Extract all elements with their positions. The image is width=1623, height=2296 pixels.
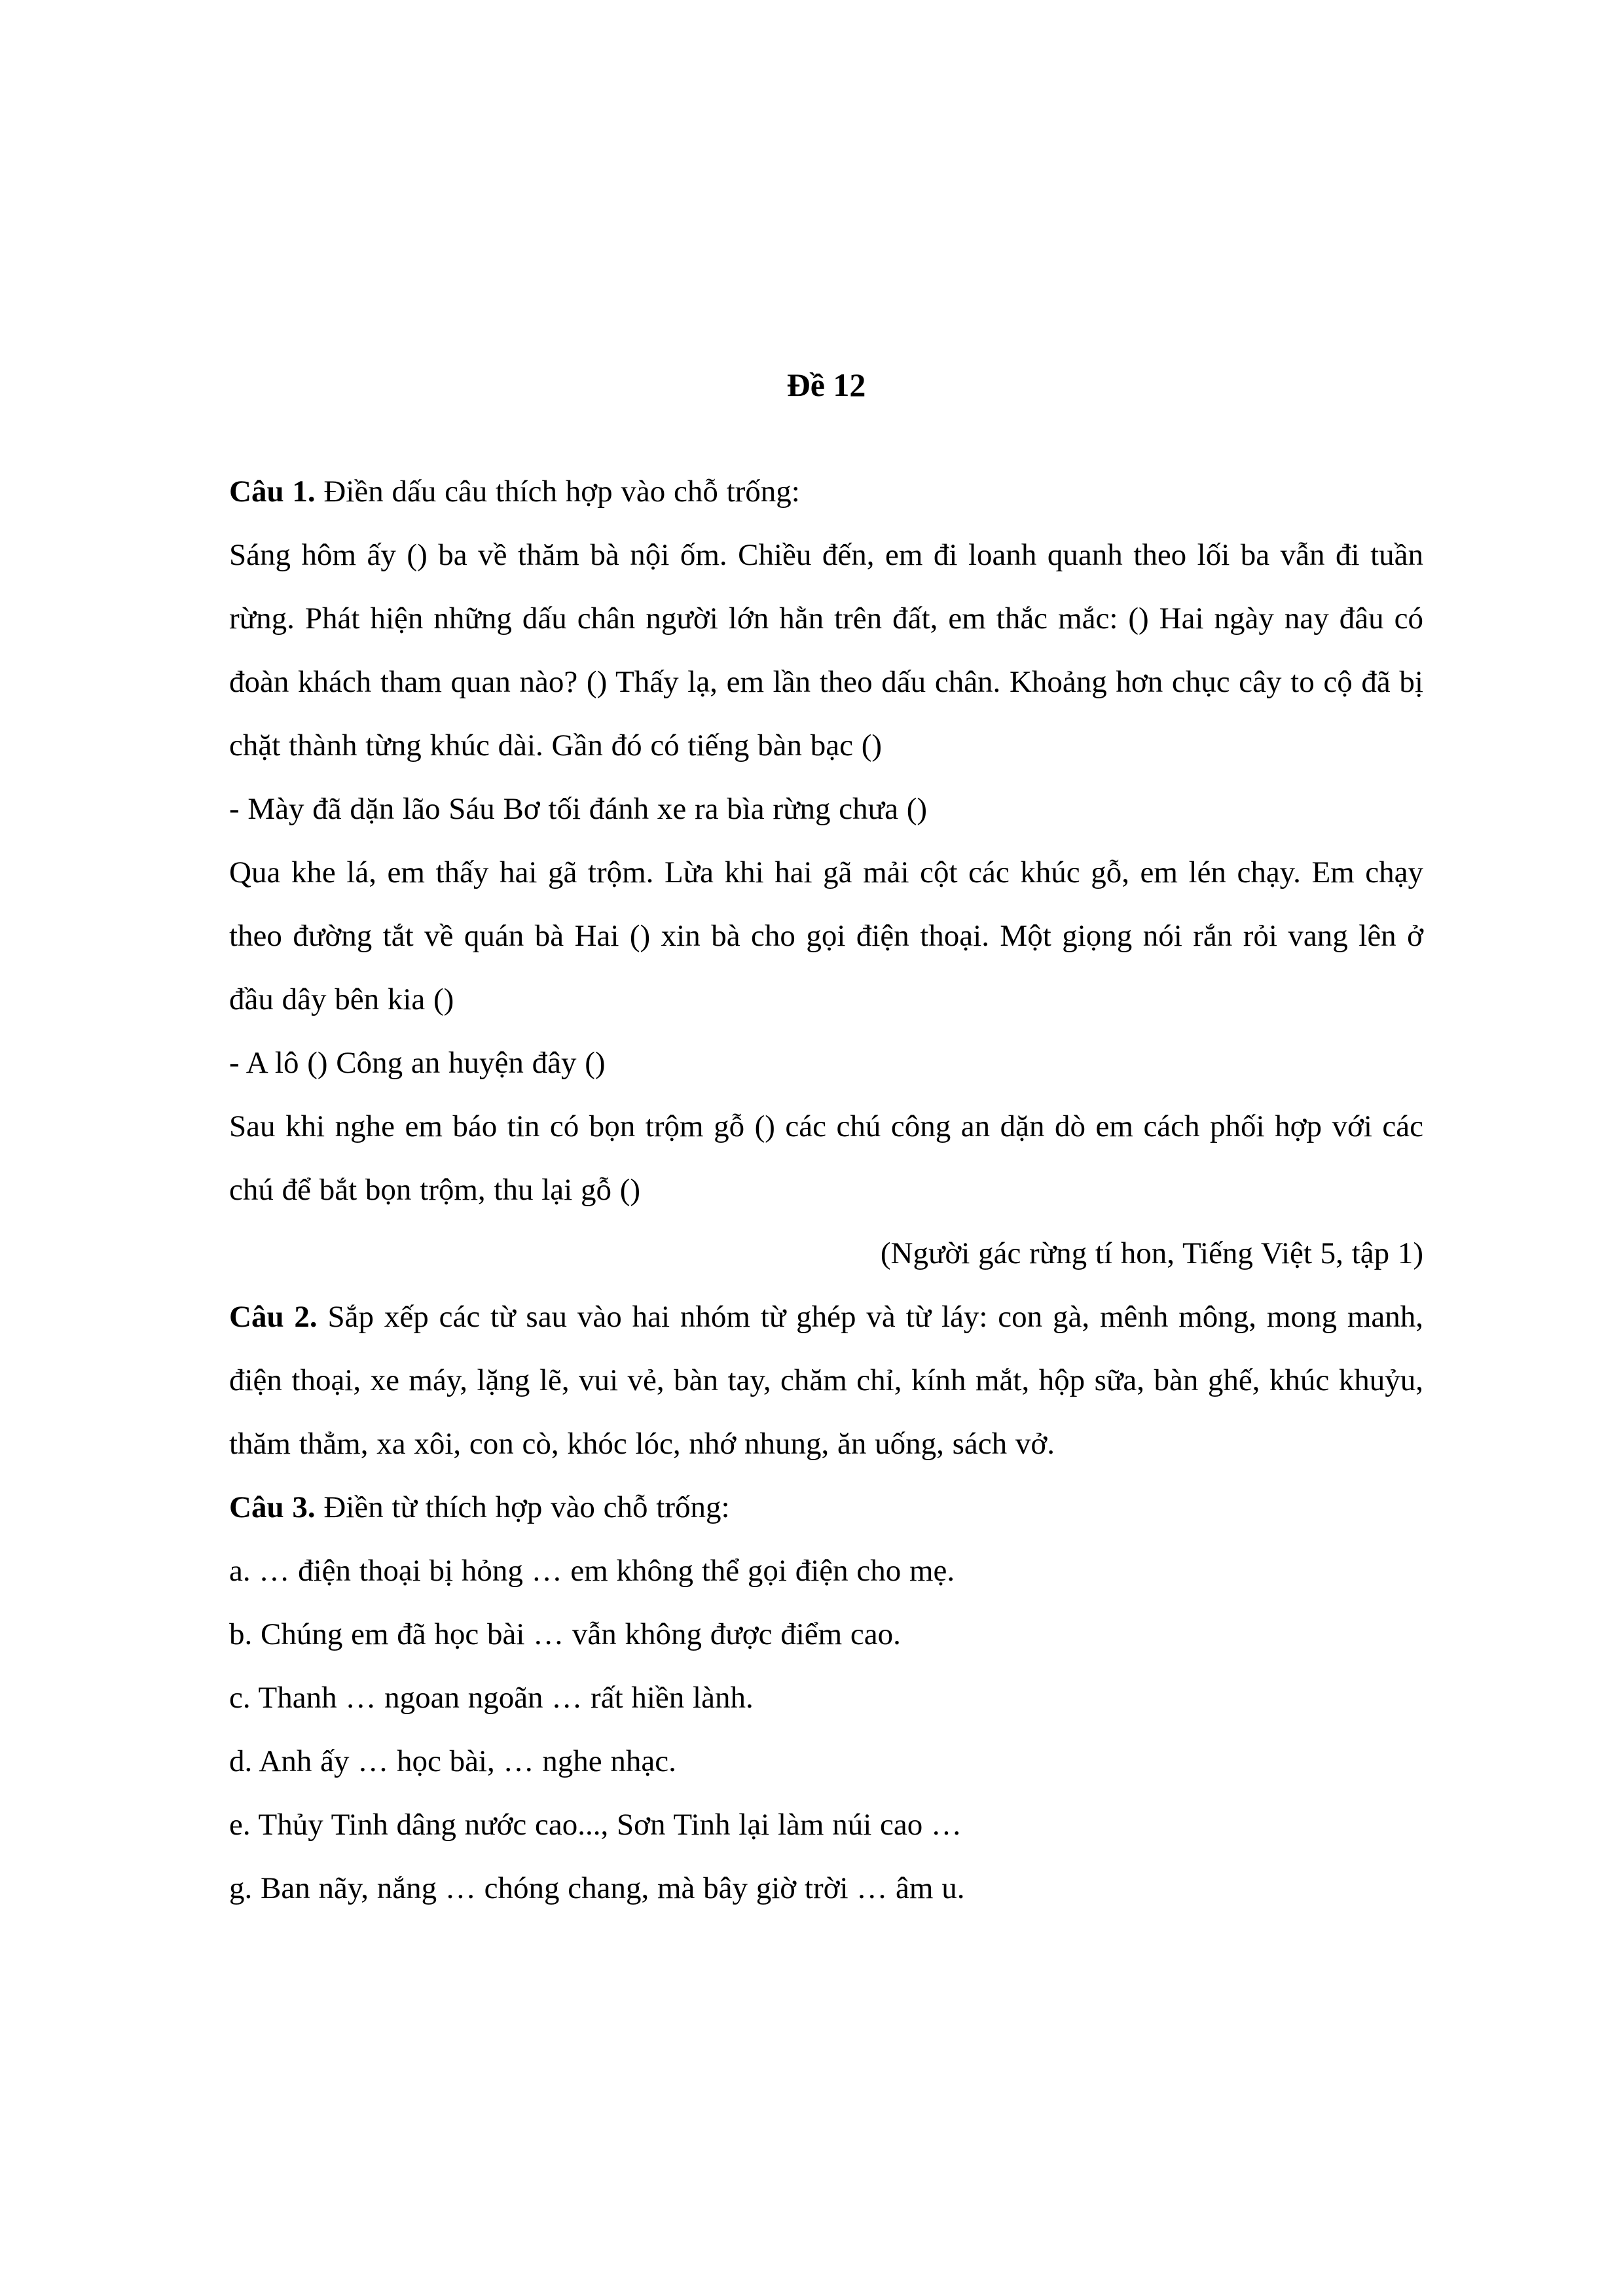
question-3-item-d: d. Anh ấy … học bài, … nghe nhạc. <box>229 1744 676 1778</box>
question-3-item-b: b. Chúng em đã học bài … vẫn không được điểm cao. <box>229 1617 901 1651</box>
question-3-item-a: a. … điện thoại bị hỏng … em không thể gọi điện cho mẹ. <box>229 1554 955 1588</box>
question-2 <box>229 1285 1423 1476</box>
dialogue-line-2: - A lô () Công an huyện đây () <box>229 1046 606 1080</box>
question-3-item-g: g. Ban nãy, nắng … chóng chang, mà bây giờ trời … âm u. <box>229 1871 965 1905</box>
story-paragraph-1: Sáng hôm ấy () ba về thăm bà nội ốm. Chiều đến, em đi loanh quanh theo lối ba vẫn đi tuần rừng. Phát hiện những dấu chân người lớn hằn trên đất, em thắc mắc: () Hai ngày nay đâu có đoàn khách tham quan nào? () Thấy lạ, em lần theo dấu chân. Khoảng hơn chục cây to cộ đã bị chặt thành từng khúc dài. Gần đó có tiếng bàn bạc () <box>229 538 1423 762</box>
question-3-item-c: c. Thanh … ngoan ngoãn … rất hiền lành. <box>229 1681 754 1715</box>
question-1-text: Điền dấu câu thích hợp vào chỗ trống: <box>323 475 800 509</box>
question-3-text: Điền từ thích hợp vào chỗ trống: <box>323 1490 730 1524</box>
question-1-heading <box>229 460 1423 524</box>
page-title: Đề 12 <box>786 367 866 403</box>
question-1-label: Câu 1. <box>229 475 324 509</box>
source-citation: (Người gác rừng tí hon, Tiếng Việt 5, tập 1) <box>880 1236 1423 1270</box>
story-paragraph-3: Sau khi nghe em báo tin có bọn trộm gỗ () các chú công an dặn dò em cách phối hợp với các chú để bắt bọn trộm, thu lại gỗ () <box>229 1109 1423 1207</box>
dialogue-line-1: - Mày đã dặn lão Sáu Bơ tối đánh xe ra bìa rừng chưa () <box>229 792 928 826</box>
question-3-heading <box>229 1476 1423 1539</box>
question-2-text: Sắp xếp các từ sau vào hai nhóm từ ghép và từ láy: con gà, mênh mông, mong manh, điện thoại, xe máy, lặng lẽ, vui vẻ, bàn tay, chăm chỉ, kính mắt, hộp sữa, bàn ghế, khúc khuỷu, thăm thẳm, xa xôi, con cò, khóc lóc, nhớ nhung, ăn uống, sách vở. <box>229 1300 1423 1461</box>
question-2-label: Câu 2. <box>229 1300 328 1334</box>
question-3-item-e: e. Thủy Tinh dâng nước cao..., Sơn Tinh lại làm núi cao … <box>229 1808 962 1842</box>
question-3-label: Câu 3. <box>229 1490 324 1524</box>
story-paragraph-2: Qua khe lá, em thấy hai gã trộm. Lừa khi hai gã mải cột các khúc gỗ, em lén chạy. Em chạy theo đường tắt về quán bà Hai () xin bà cho gọi điện thoại. Một giọng nói rắn rỏi vang lên ở đầu dây bên kia () <box>229 855 1423 1016</box>
